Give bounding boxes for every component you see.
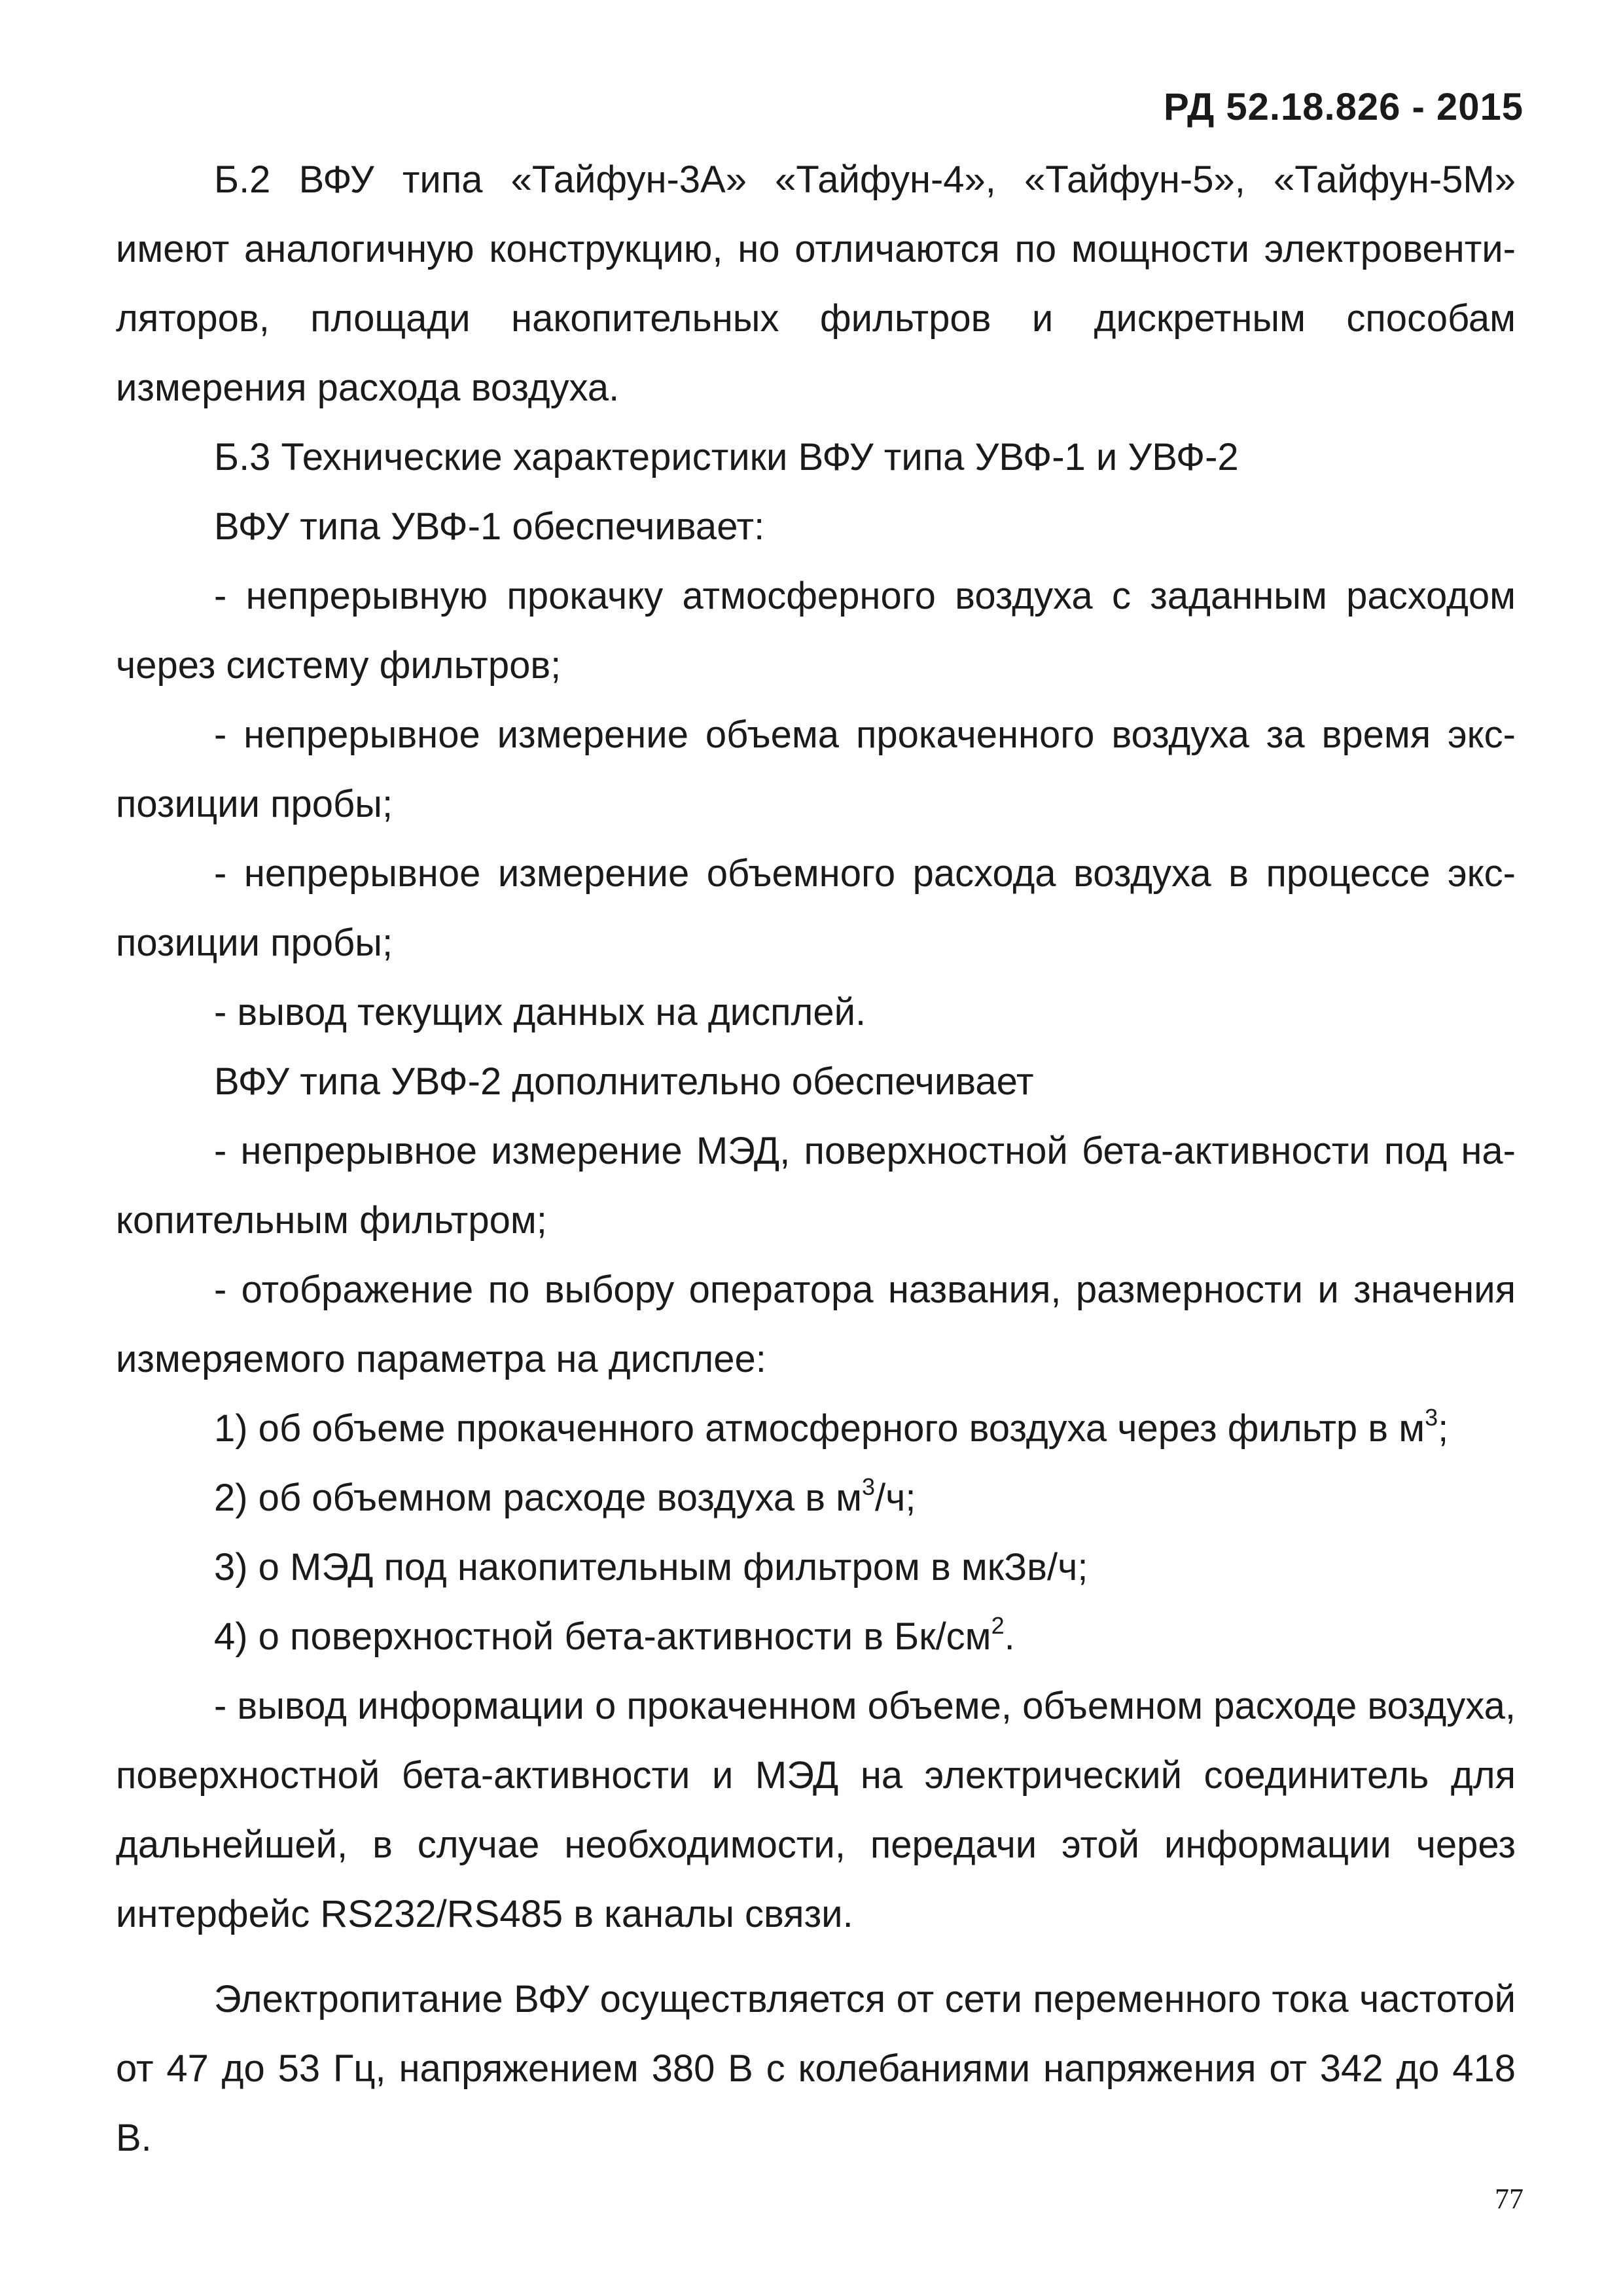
paragraph-uvf2-intro: ВФУ типа УВФ-2 дополнительно обеспечивает <box>214 1060 1034 1103</box>
list-item-volume-measurement: - непрерывное измерение объема прокаченного воздуха за время экспозиции пробы; <box>116 713 1516 825</box>
numbered-item-4-text: 4) о поверхностной бета-активности в Бк/см <box>214 1615 991 1658</box>
list-item-flow-measurement: - непрерывное измерение объемного расхода воздуха в процессе экспозиции пробы; <box>116 852 1516 964</box>
numbered-item-4-end: . <box>1004 1615 1015 1658</box>
document-code-header: РД 52.18.826 - 2015 <box>1163 86 1524 128</box>
numbered-item-1-text: 1) об объеме прокаченного атмосферного воздуха через фильтр в м <box>214 1407 1425 1450</box>
numbered-item-2-text: 2) об объемном расходе воздуха в м <box>214 1477 862 1519</box>
numbered-item-4 <box>116 1602 1516 1672</box>
list-item-med-measurement: - непрерывное измерение МЭД, поверхностной бета-активности под накопительным фильтром; <box>116 1130 1516 1242</box>
document-body <box>116 145 1516 2173</box>
numbered-item-2 <box>116 1463 1516 1533</box>
list-item-pumping: - непрерывную прокачку атмосферного воздуха с заданным расходом через систему фильтров; <box>116 575 1516 687</box>
superscript-3: 3 <box>862 1473 876 1500</box>
paragraph-b3-heading: Б.3 Технические характеристики ВФУ типа УВФ-1 и УВФ-2 <box>214 436 1239 478</box>
list-item-data-output: - вывод информации о прокаченном объеме, объемном расходе воздуха, поверхностной бета-активности и МЭД на электрический соединитель для дальнейшей, в случае необходимости, передачи этой информации через интерфейс RS232/RS485 в каналы связи. <box>116 1685 1516 1935</box>
superscript-3: 3 <box>1425 1404 1438 1431</box>
list-item-display-output: - вывод текущих данных на дисплей. <box>214 991 866 1033</box>
paragraph-b2: Б.2 ВФУ типа «Тайфун-3А» «Тайфун-4», «Тайфун-5», «Тайфун-5М» имеют аналогичную конструкцию, но отличаются по мощности электровентиляторов, площади накопительных фильтров и дискретным способам измерения расхода воздуха. <box>116 158 1516 409</box>
paragraph-uvf1-intro: ВФУ типа УВФ-1 обеспечивает: <box>214 505 765 548</box>
superscript-2: 2 <box>991 1612 1005 1639</box>
numbered-item-1-end: ; <box>1438 1407 1449 1450</box>
numbered-item-2-end: /ч; <box>875 1477 916 1519</box>
numbered-item-1 <box>116 1394 1516 1463</box>
numbered-item-3: 3) о МЭД под накопительным фильтром в мкЗв/ч; <box>214 1546 1088 1588</box>
list-item-parameter-display: - отображение по выбору оператора названия, размерности и значения измеряемого параметра на дисплее: <box>116 1268 1516 1380</box>
page-number: 77 <box>1495 2183 1524 2215</box>
paragraph-power-supply: Электропитание ВФУ осуществляется от сети переменного тока частотой от 47 до 53 Гц, напряжением 380 В с колебаниями напряжения от 342 до 418 В. <box>116 1978 1516 2159</box>
